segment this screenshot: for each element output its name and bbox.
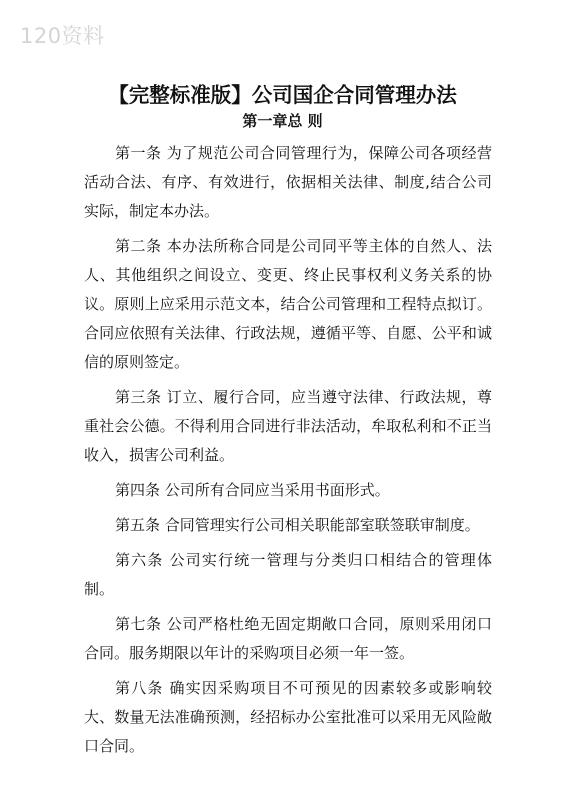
document-body <box>84 139 492 761</box>
article-2: 第二条 本办法所称合同是公司同平等主体的自然人、法人、其他组织之间设立、变更、终止民事权利义务关系的协议。原则上应采用示范文本，结合公司管理和工程特点拟订。合同应依照有关法律、行政法规，遵循平等、自愿、公平和诚信的原则签定。 <box>84 237 492 371</box>
article-3: 第三条 订立、履行合同，应当遵守法律、行政法规，尊重社会公德。不得利用合同进行非法活动，牟取私利和不正当收入，损害公司利益。 <box>84 388 492 464</box>
article-7: 第七条 公司严格杜绝无固定期敞口合同，原则采用闭口合同。服务期限以年计的采购项目必须一年一签。 <box>84 615 492 662</box>
article-8: 第八条 确实因采购项目不可预见的因素较多或影响较大、数量无法准确预测，经招标办公室批准可以采用无风险敞口合同。 <box>84 679 492 755</box>
chapter-title: 第一章总 则 <box>242 112 323 130</box>
article-5: 第五条 合同管理实行公司相关职能部室联签联审制度。 <box>115 516 480 534</box>
document-title: 【完整标准版】公司国企合同管理办法 <box>108 83 457 107</box>
watermark: 120资料 <box>20 24 105 48</box>
article-6: 第六条 公司实行统一管理与分类归口相结合的管理体制。 <box>84 551 492 598</box>
article-4: 第四条 公司所有合同应当采用书面形式。 <box>115 481 390 499</box>
article-1: 第一条 为了规范公司合同管理行为，保障公司各项经营活动合法、有序、有效进行，依据相关法律、制度,结合公司实际，制定本办法。 <box>84 144 492 220</box>
